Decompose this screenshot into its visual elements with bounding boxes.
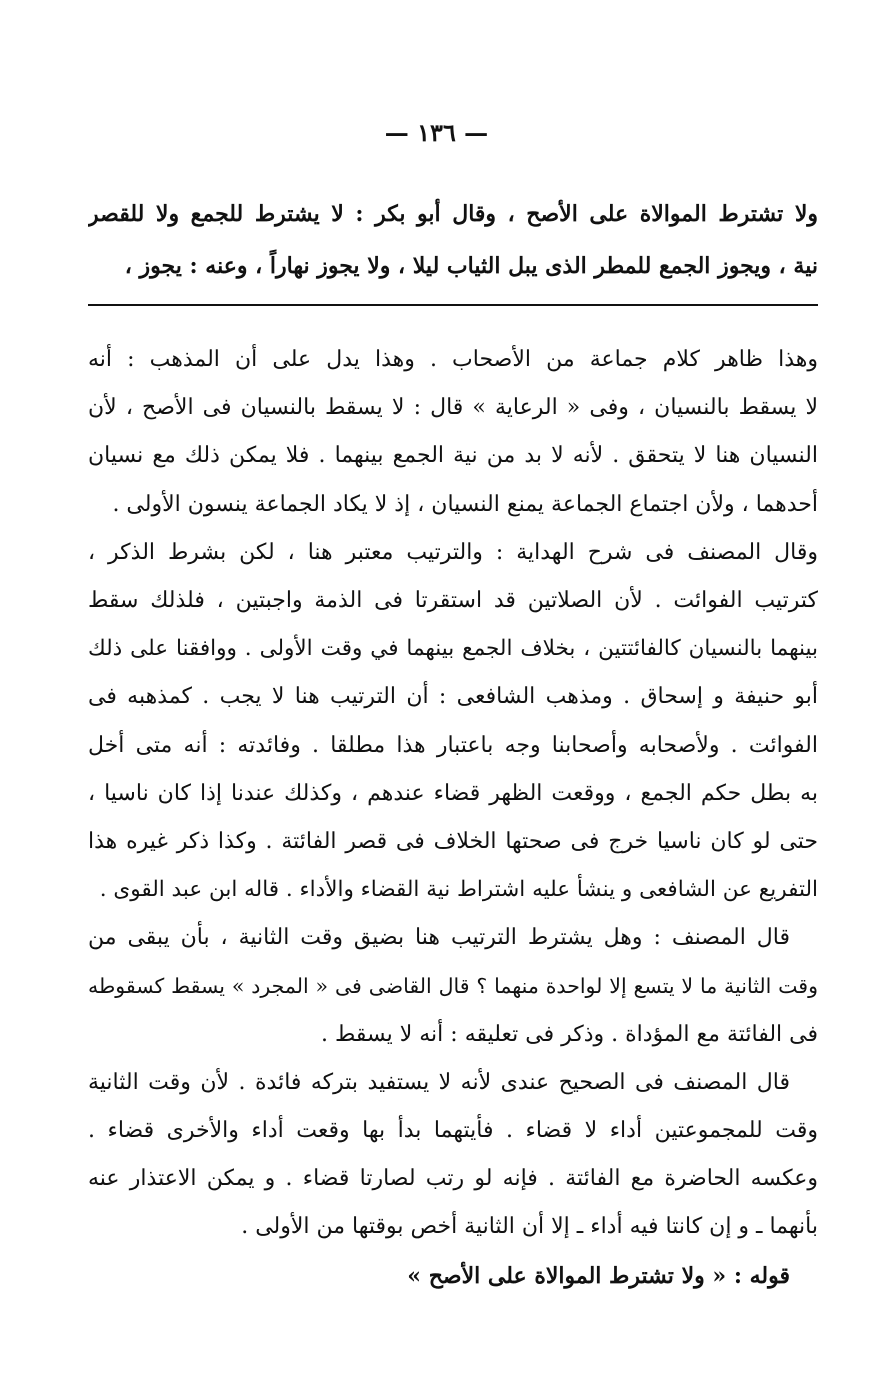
commentary-line: وقال المصنف فى شرح الهداية : والترتيب معتبر هنا ، لكن بشرط الذكر ، <box>88 539 818 565</box>
commentary-line: قال المصنف فى الصحيح عندى لأنه لا يستفيد بتركه فائدة . لأن وقت الثانية <box>88 1069 790 1095</box>
commentary-line: بأنهما ـ و إن كانتا فيه أداء ـ إلا أن الثانية أخص بوقتها من الأولى . <box>241 1214 818 1240</box>
quoted-heading-line: قوله : « ولا تشترط الموالاة على الأصح » <box>407 1262 790 1289</box>
commentary-line: بينهما بالنسيان كالفائتتين ، بخلاف الجمع بينهما في وقت الأولى . ووافقنا على ذلك <box>88 636 818 662</box>
commentary-line: وعكسه الحاضرة مع الفائتة . فإنه لو رتب لصارتا قضاء . و يمكن الاعتذار عنه <box>88 1166 818 1192</box>
commentary-line: وهذا ظاهر كلام جماعة من الأصحاب . وهذا يدل على أن المذهب : أنه <box>88 347 818 372</box>
commentary-line: به بطل حكم الجمع ، ووقعت الظهر قضاء عندهم ، وكذلك عندنا إذا كان ناسيا ، <box>88 780 818 806</box>
main-text-line: ولا تشترط الموالاة على الأصح ، وقال أبو بكر : لا يشترط للجمع ولا للقصر <box>88 201 818 227</box>
commentary-line: أبو حنيفة و إسحاق . ومذهب الشافعى : أن الترتيب هنا لا يجب . كمذهبه فى <box>88 684 818 710</box>
commentary-line: وقت الثانية ما لا يتسع إلا لواحدة منهما ؟ قال القاضى فى « المجرد » يسقط كسقوطه <box>88 974 818 999</box>
commentary-line: النسيان هنا لا يتحقق . لأنه لا بد من نية الجمع بينهما . فلا يمكن ذلك مع نسيان <box>88 443 818 469</box>
commentary-line: الفوائت . ولأصحابه وأصحابنا وجه باعتبار هذا مطلقا . وفائدته : أنه متى أخل <box>88 732 818 758</box>
separator-rule <box>88 304 818 306</box>
commentary-line: وقت للمجموعتين أداء لا قضاء . فأيتهما بدأ بها وقعت أداء والأخرى قضاء . <box>88 1118 818 1143</box>
commentary-line: كترتيب الفوائت . لأن الصلاتين قد استقرتا فى الذمة واجبتين ، فلذلك سقط <box>88 587 818 613</box>
commentary-line: حتى لو كان ناسيا خرج فى صحتها الخلاف فى قصر الفائتة . وكذا ذكر غيره هذا <box>88 828 818 854</box>
page-number: — ١٣٦ — <box>384 118 489 147</box>
main-text-block <box>88 188 818 292</box>
commentary-line: قال المصنف : وهل يشترط الترتيب هنا بضيق وقت الثانية ، بأن يبقى من <box>88 925 790 951</box>
commentary-line: التفريع عن الشافعى و ينشأ عليه اشتراط نية القضاء والأداء . قاله ابن عبد القوى . <box>99 877 818 903</box>
commentary-line: أحدهما ، ولأن اجتماع الجماعة يمنع النسيان ، إذ لا يكاد الجماعة ينسون الأولى . <box>112 491 818 517</box>
commentary-block <box>88 336 818 1300</box>
commentary-line: فى الفائتة مع المؤداة . وذكر فى تعليقه : أنه لا يسقط . <box>320 1021 818 1047</box>
main-text-line: نية ، ويجوز الجمع للمطر الذى يبل الثياب ليلا ، ولا يجوز نهاراً ، وعنه : يجوز ، <box>124 253 818 279</box>
commentary-line: لا يسقط بالنسيان ، وفى « الرعاية » قال : لا يسقط بالنسيان فى الأصح ، لأن <box>88 395 818 421</box>
